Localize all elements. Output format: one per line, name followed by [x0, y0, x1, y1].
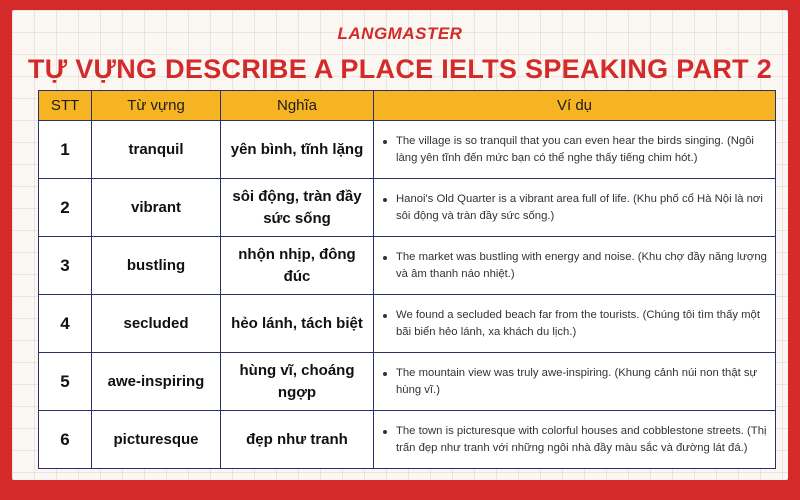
bullet-icon [383, 314, 387, 318]
bullet-icon [383, 198, 387, 202]
content-card [12, 10, 788, 480]
vocabulary-table [38, 90, 776, 469]
row-meaning: nhộn nhịp, đông đúc [221, 237, 374, 295]
row-word: bustling [92, 237, 221, 295]
table-row [39, 121, 776, 179]
row-example-cell [374, 179, 776, 237]
table-row [39, 353, 776, 411]
bullet-icon [383, 256, 387, 260]
header-example: Ví dụ [374, 91, 776, 121]
row-example-cell [374, 237, 776, 295]
row-example-cell [374, 295, 776, 353]
row-example-cell [374, 121, 776, 179]
table-row [39, 237, 776, 295]
page-title: TỰ VỰNG DESCRIBE A PLACE IELTS SPEAKING PART 2 [27, 54, 773, 84]
row-example-cell [374, 353, 776, 411]
row-stt: 3 [39, 237, 92, 295]
table-row [39, 295, 776, 353]
row-example: The market was bustling with energy and noise. (Khu chợ đầy năng lượng và âm thanh náo nhiệt.) [396, 250, 767, 280]
row-example: The village is so tranquil that you can even hear the birds singing. (Ngôi làng yên tĩnh đến mức bạn có thể nghe thấy tiếng chim hót.) [396, 134, 754, 164]
bullet-icon [383, 140, 387, 144]
header-word: Từ vựng [92, 91, 221, 121]
row-meaning: yên bình, tĩnh lặng [221, 121, 374, 179]
row-stt: 5 [39, 353, 92, 411]
row-meaning: hùng vĩ, choáng ngợp [221, 353, 374, 411]
table-row [39, 179, 776, 237]
row-example: The town is picturesque with colorful houses and cobblestone streets. (Thị trấn đẹp như tranh với những ngôi nhà đầy màu sắc và đường lát đá.) [396, 424, 767, 454]
row-stt: 4 [39, 295, 92, 353]
table-header-row [39, 91, 776, 121]
header-meaning: Nghĩa [221, 91, 374, 121]
row-example: We found a secluded beach far from the tourists. (Chúng tôi tìm thấy một bãi biển hẻo lánh, xa khách du lịch.) [396, 308, 760, 338]
row-example: Hanoi's Old Quarter is a vibrant area full of life. (Khu phố cổ Hà Nội là nơi sôi động và tràn đầy sức sống.) [396, 192, 763, 222]
row-word: vibrant [92, 179, 221, 237]
brand-logo: LANGMASTER [337, 24, 463, 43]
bullet-icon [383, 372, 387, 376]
row-word: picturesque [92, 411, 221, 469]
row-stt: 1 [39, 121, 92, 179]
row-word: awe-inspiring [92, 353, 221, 411]
bullet-icon [383, 430, 387, 434]
row-example-cell [374, 411, 776, 469]
table-row [39, 411, 776, 469]
header-stt: STT [39, 91, 92, 121]
row-example: The mountain view was truly awe-inspiring. (Khung cảnh núi non thật sự hùng vĩ.) [396, 366, 758, 396]
row-meaning: hẻo lánh, tách biệt [221, 295, 374, 353]
row-word: tranquil [92, 121, 221, 179]
row-stt: 6 [39, 411, 92, 469]
row-meaning: sôi động, tràn đầy sức sống [221, 179, 374, 237]
row-word: secluded [92, 295, 221, 353]
row-meaning: đẹp như tranh [221, 411, 374, 469]
row-stt: 2 [39, 179, 92, 237]
